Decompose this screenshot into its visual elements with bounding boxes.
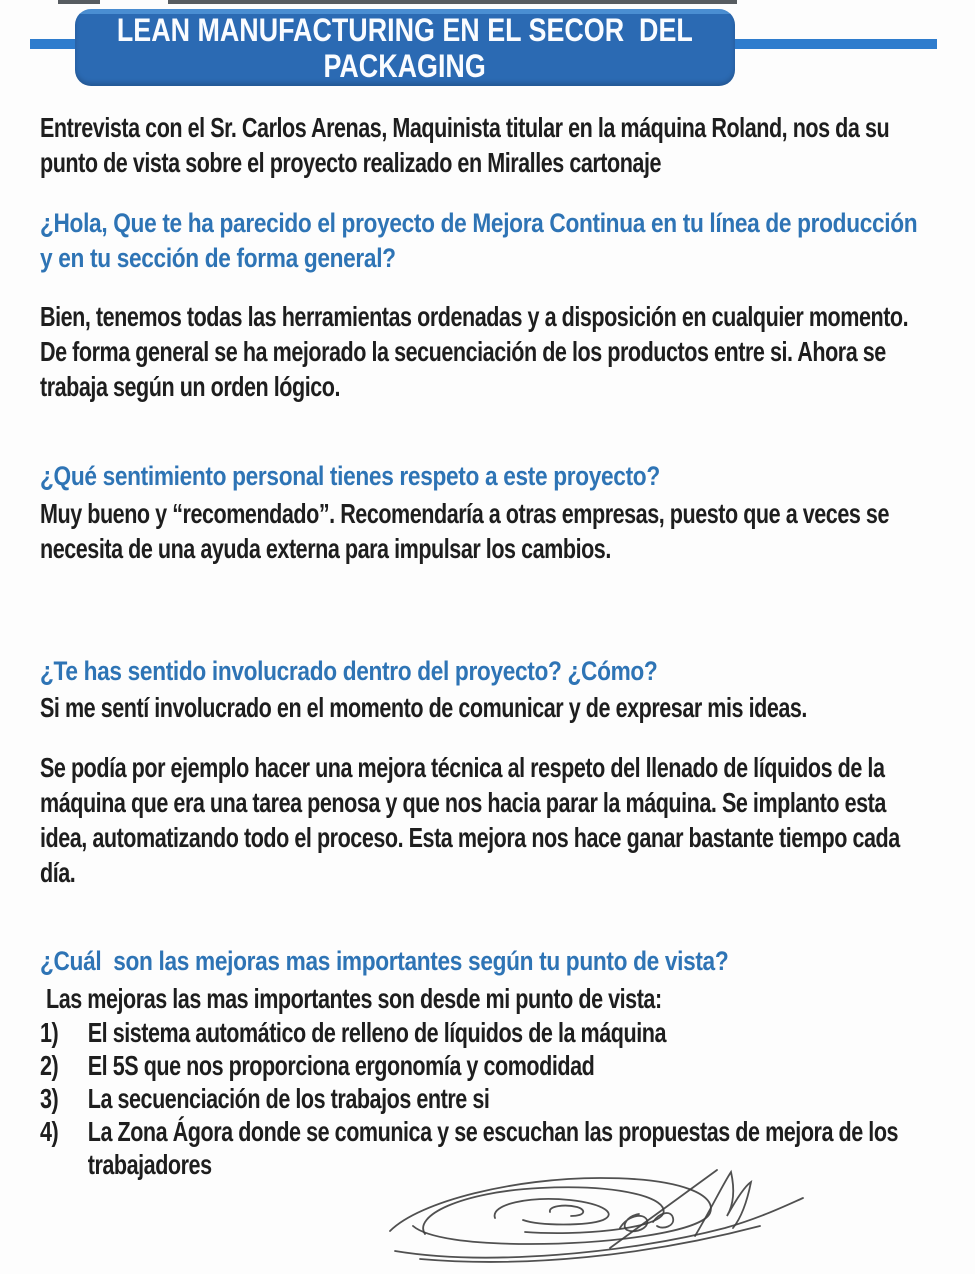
question-2: ¿Qué sentimiento personal tienes respeto a este proyecto? — [40, 461, 660, 491]
document-title-line2: PACKAGING — [323, 47, 487, 84]
title-banner — [75, 9, 735, 86]
answer-3-paragraph-2: Se podía por ejemplo hacer una mejora técnica al respeto del llenado de líquidos de la máquina que era una tarea penosa y que nos hacia parar la máquina. Se implanto esta idea, automatizando todo el proceso. Esta mejora nos hace ganar bastante tiempo cada día. — [40, 752, 906, 888]
question-1: ¿Hola, Que te ha parecido el proyecto de Mejora Continua en tu línea de producción y en tu sección de forma general? — [40, 208, 924, 273]
document-title-line1: LEAN MANUFACTURING EN EL SECOR DEL — [117, 11, 693, 48]
list-item — [40, 1049, 937, 1082]
list-item-number: 2) — [40, 1050, 59, 1081]
answer-3-paragraph-1: Si me sentí involucrado en el momento de comunicar y de expresar mis ideas. — [40, 692, 807, 723]
question-3: ¿Te has sentido involucrado dentro del proyecto? ¿Cómo? — [40, 656, 658, 686]
answer-4-lead-line: Las mejoras las mas importantes son desde mi punto de vista: — [46, 983, 662, 1014]
intro-paragraph: Entrevista con el Sr. Carlos Arenas, Maquinista titular en la máquina Roland, nos da su punto de vista sobre el proyecto realizado en Miralles cartonaje — [40, 112, 895, 178]
list-item-text: El 5S que nos proporciona ergonomía y comodidad — [87, 1050, 595, 1081]
scan-edge-artifact — [0, 0, 975, 4]
list-item-text: La secuenciación de los trabajos entre si — [87, 1083, 490, 1114]
list-item-number: 4) — [40, 1116, 59, 1147]
list-item-number: 3) — [40, 1083, 59, 1114]
answer-1: Bien, tenemos todas las herramientas ordenadas y a disposición en cualquier momento. De forma general se ha mejorado la secuenciación de los productos entre si. Ahora se trabaja según un orden lógico. — [40, 301, 914, 402]
list-item-number: 1) — [40, 1017, 59, 1048]
list-item — [40, 1082, 937, 1115]
list-item-text: El sistema automático de relleno de líquidos de la máquina — [87, 1017, 666, 1048]
list-item-text: La Zona Ágora donde se comunica y se escuchan las propuestas de mejora de los trabajadores — [87, 1116, 904, 1180]
answer-2: Muy bueno y “recomendado”. Recomendaría a otras empresas, puesto que a veces se necesita de una ayuda externa para impulsar los cambios. — [40, 498, 895, 564]
list-item — [40, 1016, 937, 1049]
question-4: ¿Cuál son las mejoras mas importantes según tu punto de vista? — [40, 946, 729, 976]
signature — [365, 1156, 805, 1271]
